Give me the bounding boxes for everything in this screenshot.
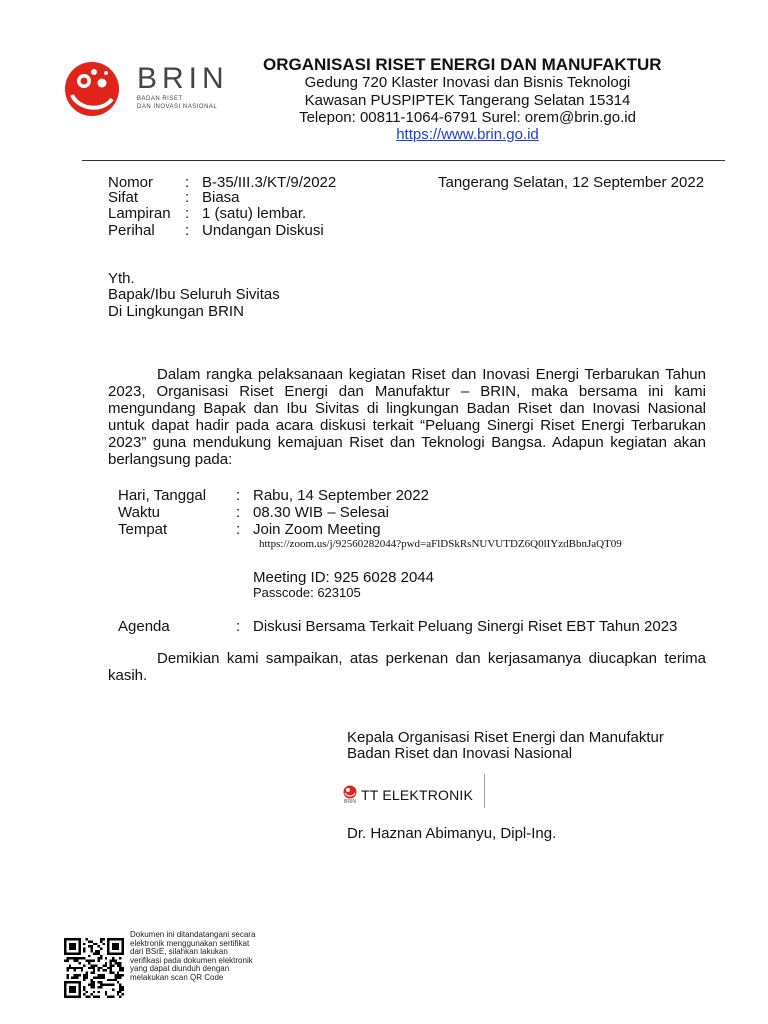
qr-module	[98, 974, 100, 976]
qr-module	[110, 972, 112, 974]
zoom-link[interactable]: https://zoom.us/j/92560282044?pwd=aFlDSkRsNUVUTDZ6Q0lIYzdBbnJaQT09	[259, 538, 622, 550]
qr-module	[98, 950, 100, 952]
qr-module	[95, 964, 97, 966]
qr-module	[98, 986, 100, 988]
qr-module	[114, 976, 116, 978]
qr-module	[119, 991, 121, 993]
qr-module	[86, 960, 88, 962]
qr-module	[95, 950, 97, 952]
meta-value-lampiran: 1 (satu) lembar.	[202, 205, 307, 222]
mini-logo-text: BRIN	[344, 799, 356, 805]
qr-module	[66, 960, 68, 962]
qr-module	[95, 943, 97, 945]
closing-text: Demikian kami sampaikan, atas perkenan dan kerjasamanya diucapkan terima kasih.	[108, 650, 706, 684]
qr-module	[117, 993, 119, 995]
qr-module	[88, 962, 90, 964]
qr-module	[112, 984, 114, 986]
qr-module	[114, 960, 116, 962]
meeting-passcode: Passcode: 623105	[253, 585, 361, 600]
detail-label-day: Hari, Tanggal	[118, 487, 207, 504]
qr-module	[112, 972, 114, 974]
qr-module	[66, 967, 68, 969]
qr-module	[100, 957, 102, 959]
meta-colon: :	[185, 174, 190, 191]
detail-value-day: Rabu, 14 September 2022	[253, 487, 429, 504]
qr-module	[86, 991, 88, 993]
qr-module	[66, 957, 68, 959]
qr-module	[93, 969, 95, 971]
signatory-position-1: Kepala Organisasi Riset Energi dan Manufaktur	[347, 729, 664, 746]
logo-subtitle: BADAN RISET DAN INOVASI NASIONAL	[137, 96, 218, 110]
qr-module	[93, 986, 95, 988]
qr-module	[102, 943, 104, 945]
logo-wordmark: BRIN	[137, 62, 229, 95]
qr-module	[88, 945, 90, 947]
qr-module	[76, 967, 78, 969]
qr-module	[112, 988, 114, 990]
organization-name: ORGANISASI RISET ENERGI DAN MANUFAKTUR	[263, 55, 662, 74]
website-line	[280, 126, 655, 143]
qr-module	[71, 976, 73, 978]
qr-module	[93, 960, 95, 962]
qr-module	[110, 996, 112, 998]
qr-module	[90, 981, 92, 983]
qr-module	[107, 996, 109, 998]
verification-qr-code[interactable]	[64, 938, 124, 998]
qr-module	[88, 940, 90, 942]
qr-module	[86, 972, 88, 974]
recipient-line: Yth.	[108, 270, 135, 287]
qr-module	[88, 967, 90, 969]
qr-module	[119, 988, 121, 990]
qr-module	[119, 962, 121, 964]
qr-module	[102, 964, 104, 966]
qr-module	[86, 974, 88, 976]
qr-module	[93, 976, 95, 978]
qr-module	[88, 984, 90, 986]
qr-module	[117, 976, 119, 978]
qr-module	[98, 952, 100, 954]
qr-module	[100, 938, 102, 940]
qr-module	[71, 967, 73, 969]
contact-line: Telepon: 00811-1064-6791 Surel: orem@brin.go.id	[299, 109, 636, 126]
qr-module	[119, 984, 121, 986]
qr-module	[98, 960, 100, 962]
qr-module	[93, 991, 95, 993]
qr-module	[90, 950, 92, 952]
qr-module	[112, 957, 114, 959]
qr-module	[74, 969, 76, 971]
electronic-signature-stamp	[343, 779, 473, 811]
letter-date: Tangerang Selatan, 12 September 2022	[438, 174, 705, 191]
qr-module	[90, 972, 92, 974]
meta-label-nomor: Nomor	[108, 174, 154, 191]
qr-module	[76, 974, 78, 976]
qr-module	[117, 962, 119, 964]
closing-paragraph	[108, 650, 706, 684]
qr-module	[90, 986, 92, 988]
qr-module	[83, 948, 85, 950]
qr-module	[119, 986, 121, 988]
qr-module	[83, 993, 85, 995]
qr-module	[83, 943, 85, 945]
qr-module	[122, 974, 124, 976]
qr-module	[81, 967, 83, 969]
qr-module	[98, 996, 100, 998]
qr-module	[102, 984, 104, 986]
qr-module	[83, 950, 85, 952]
qr-module	[105, 964, 107, 966]
qr-module	[114, 962, 116, 964]
qr-module	[112, 979, 114, 981]
qr-module	[74, 967, 76, 969]
meta-colon: :	[185, 222, 190, 239]
qr-module	[100, 967, 102, 969]
qr-module	[74, 960, 76, 962]
qr-module	[110, 960, 112, 962]
qr-module	[98, 981, 100, 983]
qr-module	[117, 974, 119, 976]
qr-module	[114, 979, 116, 981]
website-link[interactable]: https://www.brin.go.id	[396, 126, 539, 143]
qr-module	[122, 988, 124, 990]
qr-module	[69, 957, 71, 959]
qr-module	[119, 974, 121, 976]
qr-module	[100, 955, 102, 957]
qr-module	[110, 979, 112, 981]
signatory-name: Dr. Haznan Abimanyu, Dipl-Ing.	[347, 825, 557, 842]
qr-module	[83, 957, 85, 959]
detail-value-agenda: Diskusi Bersama Terkait Peluang Sinergi Riset EBT Tahun 2023	[253, 618, 678, 635]
qr-module	[98, 991, 100, 993]
detail-colon: :	[236, 487, 241, 504]
meta-label-sifat: Sifat	[108, 189, 139, 206]
qr-module	[90, 940, 92, 942]
qr-module	[93, 943, 95, 945]
qr-module	[107, 984, 109, 986]
qr-module	[95, 976, 97, 978]
qr-module	[93, 981, 95, 983]
qr-module	[74, 976, 76, 978]
body-text: Dalam rangka pelaksanaan kegiatan Riset dan Inovasi Energi Terbarukan Tahun 2023, Organisasi Riset Energi dan Manufaktur – BRIN, maka bersama ini kami mengundang Bapak dan Ibu Sivitas di lingkungan Badan Riset dan Inovasi Nasional untuk dapat hadir pada acara diskusi terkait “Peluang Sinergi Riset Energi Terbarukan 2023” guna mendukung kemajuan Riset dan Teknologi Bangsa. Adapun kegiatan akan berlangsung pada:	[108, 366, 706, 468]
qr-module	[110, 962, 112, 964]
qr-module	[122, 986, 124, 988]
qr-module	[86, 938, 88, 940]
qr-module	[74, 957, 76, 959]
detail-colon: :	[236, 521, 241, 538]
qr-module	[100, 976, 102, 978]
qr-module	[100, 984, 102, 986]
qr-module	[66, 976, 68, 978]
qr-module	[90, 960, 92, 962]
qr-module	[112, 943, 119, 950]
qr-module	[102, 976, 104, 978]
qr-module	[90, 993, 92, 995]
qr-module	[105, 991, 107, 993]
qr-module	[93, 984, 95, 986]
qr-module	[100, 940, 102, 942]
qr-module	[122, 993, 124, 995]
qr-module	[83, 964, 85, 966]
qr-module	[119, 964, 121, 966]
address-line-1: Gedung 720 Klaster Inovasi dan Bisnis Teknologi	[304, 74, 631, 91]
brin-logo-icon	[64, 61, 120, 117]
detail-label-place: Tempat	[118, 521, 168, 538]
qr-module	[98, 976, 100, 978]
qr-module	[110, 969, 112, 971]
qr-module	[83, 988, 85, 990]
qr-module	[112, 960, 114, 962]
qr-module	[119, 967, 121, 969]
qr-module	[112, 964, 114, 966]
qr-module	[78, 974, 80, 976]
qr-module	[76, 957, 78, 959]
recipient-line: Di Lingkungan BRIN	[108, 303, 244, 320]
qr-module	[83, 986, 85, 988]
qr-module	[98, 969, 100, 971]
qr-module	[93, 996, 95, 998]
detail-colon: :	[236, 618, 241, 635]
qr-module	[90, 984, 92, 986]
qr-module	[76, 960, 78, 962]
qr-module	[117, 964, 119, 966]
qr-module	[83, 974, 85, 976]
qr-module	[110, 984, 112, 986]
qr-module	[69, 967, 71, 969]
qr-module	[93, 964, 95, 966]
qr-module	[69, 986, 76, 993]
qr-module	[90, 979, 92, 981]
address-line-2: Kawasan PUSPIPTEK Tangerang Selatan 15314	[304, 92, 631, 109]
qr-module	[81, 957, 83, 959]
qr-module	[90, 948, 92, 950]
qr-module	[93, 972, 95, 974]
qr-module	[98, 945, 100, 947]
qr-module	[95, 952, 97, 954]
qr-module	[88, 955, 90, 957]
qr-module	[119, 969, 121, 971]
qr-module	[69, 943, 76, 950]
qr-module	[76, 976, 78, 978]
body-paragraph	[108, 366, 706, 468]
signatory-position-2: Badan Riset dan Inovasi Nasional	[347, 745, 573, 762]
qr-module	[100, 974, 102, 976]
qr-module	[86, 996, 88, 998]
footer-verification-note: Dokumen ini ditandatangani secara elektronik menggunakan sertifikat dari BSrE, silahkan lakukan verifikasi pada dokumen elektronik yang dapat diunduh dengan melakukan scan QR Code	[130, 930, 256, 982]
meeting-id: Meeting ID: 925 6028 2044	[253, 569, 434, 586]
qr-module	[100, 981, 102, 983]
qr-module	[64, 960, 66, 962]
qr-module	[105, 962, 107, 964]
qr-module	[90, 964, 92, 966]
qr-module	[69, 964, 71, 966]
qr-module	[114, 974, 116, 976]
meta-value-nomor: B-35/III.3/KT/9/2022	[202, 174, 337, 191]
qr-module	[112, 996, 114, 998]
qr-module	[83, 976, 85, 978]
qr-module	[88, 960, 90, 962]
qr-module	[88, 996, 90, 998]
qr-module	[83, 979, 85, 981]
qr-module	[107, 979, 109, 981]
qr-module	[74, 974, 76, 976]
qr-module	[105, 957, 107, 959]
qr-module	[119, 996, 121, 998]
meta-value-perihal: Undangan Diskusi	[202, 222, 324, 239]
qr-module	[117, 972, 119, 974]
meta-value-sifat: Biasa	[202, 189, 240, 206]
qr-module	[122, 967, 124, 969]
qr-module	[90, 967, 92, 969]
qr-module	[93, 952, 95, 954]
qr-module	[66, 969, 68, 971]
qr-module	[110, 964, 112, 966]
mini-brin-logo	[343, 785, 357, 805]
qr-module	[71, 957, 73, 959]
qr-module	[117, 991, 119, 993]
detail-value-time: 08.30 WIB – Selesai	[253, 504, 389, 521]
qr-module	[98, 957, 100, 959]
qr-module	[78, 967, 80, 969]
qr-module	[100, 948, 102, 950]
qr-module	[102, 938, 104, 940]
meta-colon: :	[185, 205, 190, 222]
letterhead-divider	[82, 160, 725, 161]
qr-module	[95, 996, 97, 998]
recipient-line: Bapak/Ibu Seluruh Sivitas	[108, 286, 280, 303]
detail-value-place: Join Zoom Meeting	[253, 521, 381, 538]
qr-module	[119, 957, 121, 959]
qr-module	[122, 969, 124, 971]
qr-module	[102, 969, 104, 971]
qr-module	[119, 976, 121, 978]
qr-module	[81, 969, 83, 971]
detail-label-time: Waktu	[118, 504, 160, 521]
qr-module	[93, 967, 95, 969]
qr-module	[90, 945, 92, 947]
detail-label-agenda: Agenda	[118, 618, 170, 635]
brin-mini-logo-icon	[343, 785, 357, 799]
qr-module	[105, 984, 107, 986]
meta-label-lampiran: Lampiran	[108, 205, 171, 222]
qr-module	[110, 967, 112, 969]
qr-module	[86, 976, 88, 978]
qr-module	[98, 967, 100, 969]
qr-module	[105, 969, 107, 971]
qr-module	[78, 962, 80, 964]
qr-module	[105, 993, 107, 995]
stamp-divider	[484, 774, 485, 808]
qr-module	[78, 957, 80, 959]
qr-module	[66, 974, 68, 976]
qr-module	[107, 967, 109, 969]
detail-colon: :	[236, 504, 241, 521]
qr-module	[100, 986, 102, 988]
qr-module	[117, 981, 119, 983]
meta-colon: :	[185, 189, 190, 206]
meta-label-perihal: Perihal	[108, 222, 155, 239]
tt-elektronik-label: TT ELEKTRONIK	[361, 787, 474, 803]
qr-module	[102, 974, 104, 976]
